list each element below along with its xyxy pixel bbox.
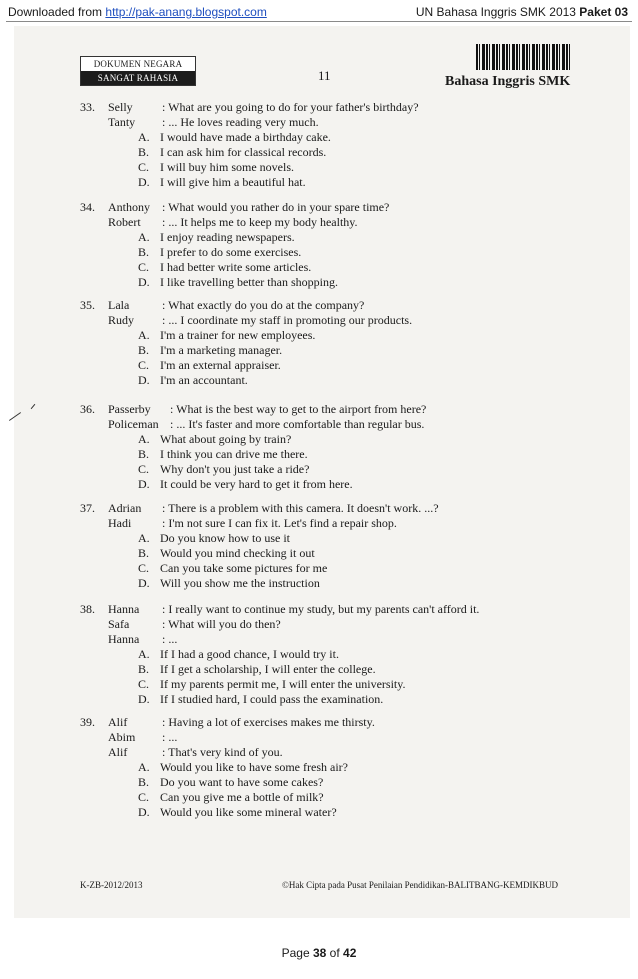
option-letter: C.	[138, 462, 150, 476]
option-text: I think you can drive me there.	[160, 447, 308, 461]
pager-total: 42	[343, 946, 357, 960]
download-header	[0, 0, 638, 24]
option-c	[80, 561, 439, 576]
option-text: Would you mind checking it out	[160, 546, 315, 560]
speaker: Adrian	[108, 501, 142, 515]
option-a	[80, 130, 419, 145]
question-33	[80, 100, 419, 190]
option-d	[80, 175, 419, 190]
option-a	[80, 760, 375, 775]
option-d	[80, 576, 439, 591]
option-text: Would you like some mineral water?	[160, 805, 337, 819]
dialogue-text: : ... It helps me to keep my body healthy.	[162, 215, 358, 229]
option-text: Do you want to have some cakes?	[160, 775, 324, 789]
option-a	[80, 531, 439, 546]
option-text: I would have made a birthday cake.	[160, 130, 331, 144]
option-a	[80, 432, 426, 447]
copyright-notice: ©Hak Cipta pada Pusat Penilaian Pendidikan-BALITBANG-KEMDIKBUD	[282, 880, 559, 890]
option-text: If my parents permit me, I will enter the university.	[160, 677, 406, 691]
page-number: 11	[318, 68, 331, 83]
speaker: Safa	[108, 617, 130, 631]
speaker: Lala	[108, 298, 130, 312]
option-c	[80, 462, 426, 477]
speaker: Abim	[108, 730, 136, 744]
option-d	[80, 805, 375, 820]
speaker: Hanna	[108, 602, 140, 616]
subject-title: Bahasa Inggris SMK	[445, 74, 571, 89]
option-text: I enjoy reading newspapers.	[160, 230, 295, 244]
speaker: Selly	[108, 100, 133, 114]
option-a	[80, 328, 412, 343]
dialogue-text: : ... I coordinate my staff in promoting our products.	[162, 313, 413, 327]
option-letter: C.	[138, 160, 150, 174]
document-code: K-ZB-2012/2013	[80, 880, 143, 890]
dialogue-text: : What is the best way to get to the airport from here?	[170, 402, 427, 416]
question-number: 35.	[80, 298, 95, 312]
option-letter: C.	[138, 561, 150, 575]
option-b	[80, 245, 389, 260]
question-number: 37.	[80, 501, 95, 515]
option-c	[80, 358, 412, 373]
option-text: What about going by train?	[160, 432, 292, 446]
option-c	[80, 677, 479, 692]
option-letter: B.	[138, 447, 150, 461]
dialogue-text: : ...	[162, 632, 178, 646]
dialogue-text: : That's very kind of you.	[162, 745, 283, 759]
question-38	[80, 602, 479, 707]
speaker: Robert	[108, 215, 141, 229]
barcode-icon	[476, 44, 572, 70]
option-b	[80, 662, 479, 677]
option-text: I will buy him some novels.	[160, 160, 294, 174]
option-letter: A.	[138, 432, 150, 446]
option-text: I can ask him for classical records.	[160, 145, 327, 159]
option-letter: A.	[138, 230, 150, 244]
page-indicator	[0, 946, 638, 960]
option-text: Will you show me the instruction	[160, 576, 320, 590]
option-letter: A.	[138, 760, 150, 774]
stamp-line-1: DOKUMEN NEGARA	[93, 59, 183, 69]
option-text: I like travelling better than shopping.	[160, 275, 338, 289]
option-text: Why don't you just take a ride?	[160, 462, 310, 476]
speaker: Anthony	[108, 200, 150, 214]
question-number: 38.	[80, 602, 95, 616]
option-a	[80, 647, 479, 662]
option-d	[80, 275, 389, 290]
option-letter: D.	[138, 692, 150, 706]
option-letter: B.	[138, 546, 150, 560]
question-39	[80, 715, 375, 820]
blog-link[interactable]: http://pak-anang.blogspot.com	[105, 5, 267, 19]
option-letter: C.	[138, 790, 150, 804]
option-letter: D.	[138, 477, 150, 491]
exam-title-text: UN Bahasa Inggris SMK 2013	[415, 5, 580, 19]
option-c	[80, 790, 375, 805]
option-b	[80, 447, 426, 462]
pager-prefix: Page	[281, 946, 313, 960]
option-letter: D.	[138, 576, 150, 590]
speaker: Passerby	[108, 402, 151, 416]
option-letter: D.	[138, 175, 150, 189]
option-text: If I get a scholarship, I will enter the college.	[160, 662, 376, 676]
option-letter: C.	[138, 677, 150, 691]
speaker: Alif	[108, 745, 128, 759]
dialogue-text: : ... He loves reading very much.	[162, 115, 319, 129]
option-letter: B.	[138, 343, 150, 357]
question-34	[80, 200, 389, 290]
dialogue-text: : Having a lot of exercises makes me thirsty.	[162, 715, 375, 729]
option-letter: B.	[138, 662, 150, 676]
speaker: Hanna	[108, 632, 140, 646]
downloaded-prefix: Downloaded from	[8, 5, 106, 19]
option-text: I had better write some articles.	[160, 260, 312, 274]
option-d	[80, 477, 426, 492]
option-letter: D.	[138, 275, 150, 289]
downloaded-from	[8, 5, 267, 19]
option-c	[80, 160, 419, 175]
pager-of: of	[326, 946, 344, 960]
option-text: Can you take some pictures for me	[160, 561, 328, 575]
option-text: Can you give me a bottle of milk?	[160, 790, 324, 804]
dialogue-text: : What would you rather do in your spare time?	[162, 200, 390, 214]
confidential-stamp	[80, 56, 196, 86]
speaker: Alif	[108, 715, 128, 729]
option-c	[80, 260, 389, 275]
option-text: If I studied hard, I could pass the examination.	[160, 692, 384, 706]
option-text: I prefer to do some exercises.	[160, 245, 302, 259]
option-text: If I had a good chance, I would try it.	[160, 647, 339, 661]
option-b	[80, 775, 375, 790]
option-letter: A.	[138, 647, 150, 661]
stamp-line-2: SANGAT RAHASIA	[81, 71, 195, 85]
pager-current: 38	[312, 946, 327, 960]
option-letter: C.	[138, 260, 150, 274]
dialogue-text: : What will you do then?	[162, 617, 281, 631]
dialogue-text: : ...	[162, 730, 178, 744]
speaker: Rudy	[108, 313, 135, 327]
speaker: Tanty	[108, 115, 136, 129]
speaker: Hadi	[108, 516, 132, 530]
option-letter: A.	[138, 130, 150, 144]
dialogue-text: : There is a problem with this camera. It doesn't work. ...?	[162, 501, 439, 515]
option-letter: A.	[138, 328, 150, 342]
option-text: It could be very hard to get it from here.	[160, 477, 353, 491]
question-number: 39.	[80, 715, 95, 729]
speaker: Policeman	[108, 417, 159, 431]
option-b	[80, 145, 419, 160]
question-number: 34.	[80, 200, 95, 214]
option-d	[80, 692, 479, 707]
option-text: Would you like to have some fresh air?	[160, 760, 348, 774]
option-letter: C.	[138, 358, 150, 372]
question-37	[80, 501, 439, 591]
option-text: Do you know how to use it	[160, 531, 290, 545]
option-a	[80, 230, 389, 245]
option-letter: D.	[138, 373, 150, 387]
dialogue-text: : What exactly do you do at the company?	[162, 298, 365, 312]
option-b	[80, 546, 439, 561]
option-b	[80, 343, 412, 358]
question-36	[80, 402, 426, 492]
option-letter: A.	[138, 531, 150, 545]
question-number: 33.	[80, 100, 95, 114]
option-d	[80, 373, 412, 388]
question-number: 36.	[80, 402, 95, 416]
header-rule	[6, 21, 632, 22]
option-text: I'm an accountant.	[160, 373, 248, 387]
option-text: I'm a marketing manager.	[160, 343, 283, 357]
dialogue-text: : What are you going to do for your father's birthday?	[162, 100, 419, 114]
dialogue-text: : I really want to continue my study, but my parents can't afford it.	[162, 602, 480, 616]
dialogue-text: : ... It's faster and more comfortable than regular bus.	[170, 417, 425, 431]
option-letter: B.	[138, 245, 150, 259]
dialogue-text: : I'm not sure I can fix it. Let's find a repair shop.	[162, 516, 397, 530]
question-35	[80, 298, 412, 388]
exam-title	[416, 5, 628, 19]
option-letter: B.	[138, 775, 150, 789]
option-text: I'm an external appraiser.	[160, 358, 281, 372]
option-text: I'm a trainer for new employees.	[160, 328, 316, 342]
option-letter: D.	[138, 805, 150, 819]
option-text: I will give him a beautiful hat.	[160, 175, 306, 189]
paket-label: Paket 03	[579, 5, 628, 19]
option-letter: B.	[138, 145, 150, 159]
